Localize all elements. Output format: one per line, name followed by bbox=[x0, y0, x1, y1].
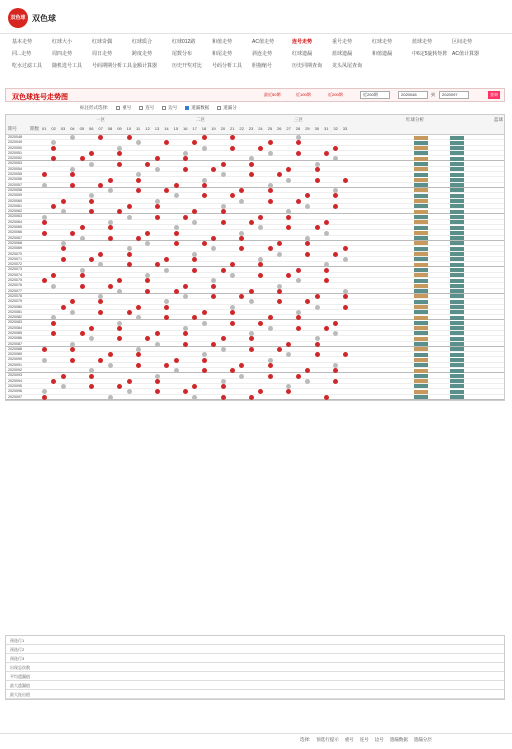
to-issue-input[interactable]: 2020097 bbox=[439, 91, 469, 99]
ratio-tag bbox=[414, 305, 428, 309]
ratio-tag bbox=[414, 347, 428, 351]
issue-number: 2020086 bbox=[8, 336, 22, 341]
ratio-tag bbox=[414, 337, 428, 341]
ratio-tag bbox=[414, 215, 428, 219]
ratio-tag bbox=[414, 395, 428, 399]
issue-number: 2020082 bbox=[8, 315, 22, 320]
issue-number: 2020060 bbox=[8, 198, 22, 203]
number-col-header: 25 bbox=[267, 126, 273, 131]
ratio-tag bbox=[414, 226, 428, 230]
number-col-header: 03 bbox=[60, 126, 66, 131]
ratio-tag bbox=[450, 331, 464, 335]
number-col-header: 28 bbox=[295, 126, 301, 131]
issue-number: 2020071 bbox=[8, 256, 22, 261]
footer-row-label: 预选行1 bbox=[10, 638, 25, 643]
issue-number: 2020075 bbox=[8, 278, 22, 283]
issue-number: 2020053 bbox=[8, 161, 22, 166]
ratio-tag bbox=[450, 226, 464, 230]
number-col-header: 17 bbox=[192, 126, 197, 131]
issue-number: 2020052 bbox=[8, 156, 22, 161]
issue-number: 2020063 bbox=[8, 214, 22, 219]
issue-number: 2020084 bbox=[8, 325, 22, 330]
number-col-header: 06 bbox=[89, 126, 94, 131]
ratio-tag bbox=[414, 284, 428, 288]
ratio-tag bbox=[414, 188, 428, 192]
recent-100-link[interactable]: 近100期 bbox=[296, 92, 311, 97]
number-col-header: 05 bbox=[79, 126, 85, 131]
nav-link[interactable]: 同...走势 bbox=[12, 51, 32, 57]
issue-number: 2020068 bbox=[8, 240, 22, 245]
ratio-tag bbox=[414, 146, 428, 150]
bottom-options bbox=[300, 737, 438, 743]
site-header bbox=[0, 0, 512, 34]
ratio-tag bbox=[450, 316, 464, 320]
issue-number: 2020077 bbox=[8, 288, 22, 293]
ratio-tag bbox=[450, 188, 464, 192]
bottom-option[interactable]: 连号 bbox=[359, 737, 369, 742]
footer-row bbox=[6, 654, 504, 663]
number-col-header: 26 bbox=[277, 126, 282, 131]
footer-row bbox=[6, 690, 504, 699]
issue-number: 2020087 bbox=[8, 341, 22, 346]
nav-link[interactable]: 连号走势 bbox=[292, 39, 313, 45]
filter-label: 标注形式选择: bbox=[80, 105, 109, 110]
ratio-tag bbox=[450, 279, 464, 283]
ratio-tag bbox=[450, 157, 464, 161]
ratio-tag bbox=[414, 316, 428, 320]
ratio-tag bbox=[414, 183, 428, 187]
nav-link[interactable]: 区间走势 bbox=[452, 39, 473, 45]
ratio-tag bbox=[450, 374, 464, 378]
filter-option[interactable] bbox=[139, 105, 154, 110]
filter-option[interactable] bbox=[185, 105, 209, 110]
number-col-header: 30 bbox=[314, 126, 320, 131]
filter-option[interactable] bbox=[217, 105, 237, 110]
issue-number: 2020057 bbox=[8, 182, 22, 187]
bottom-option[interactable]: 边号 bbox=[374, 737, 384, 742]
issue-number: 2020095 bbox=[8, 383, 22, 388]
issue-number: 2020088 bbox=[8, 346, 22, 351]
zone-1-header: 一区 bbox=[96, 117, 105, 122]
filter-option-label: 遗漏分 bbox=[223, 105, 237, 110]
ratio-tag bbox=[450, 363, 464, 367]
number-col-header: 24 bbox=[258, 126, 263, 131]
nav-link[interactable]: 跨度走势 bbox=[132, 51, 153, 57]
issue-col-header: 期号 bbox=[8, 126, 17, 131]
annotation-filter bbox=[80, 105, 245, 111]
checkbox-icon[interactable] bbox=[116, 106, 120, 110]
table-header bbox=[6, 115, 504, 135]
ratio-tag bbox=[414, 310, 428, 314]
ratio-tag bbox=[414, 369, 428, 373]
nav-link[interactable]: AC值走势 bbox=[252, 39, 274, 45]
number-col-header: 08 bbox=[107, 126, 113, 131]
ratio-tag bbox=[414, 236, 428, 240]
blue-col-header: 蓝球 bbox=[494, 117, 503, 122]
nav-link[interactable]: 胆拖缩号 bbox=[252, 63, 273, 69]
issue-number: 2020097 bbox=[8, 394, 22, 399]
ratio-tag bbox=[450, 337, 464, 341]
issue-number: 2020070 bbox=[8, 251, 22, 256]
footer-row bbox=[6, 645, 504, 654]
ratio-tag bbox=[450, 384, 464, 388]
bottom-options-bar bbox=[0, 733, 512, 745]
ratio-tag bbox=[450, 141, 464, 145]
issue-number: 2020094 bbox=[8, 378, 22, 383]
issue-number: 2020079 bbox=[8, 299, 22, 304]
ratio-tag bbox=[450, 310, 464, 314]
bottom-option[interactable]: 重号 bbox=[344, 737, 354, 742]
trend-table bbox=[5, 114, 505, 401]
footer-row-label: 平均遗漏值 bbox=[10, 674, 30, 679]
from-issue-input[interactable]: 2020048 bbox=[398, 91, 428, 99]
analysis-header: 红球分析 bbox=[406, 117, 424, 122]
ratio-tag bbox=[414, 151, 428, 155]
nav-link[interactable]: 历史开奖对比 bbox=[172, 63, 203, 69]
ratio-tag bbox=[450, 162, 464, 166]
filter-option-label: 边号 bbox=[168, 105, 178, 110]
ratio-tag bbox=[414, 157, 428, 161]
issue-number: 2020072 bbox=[8, 262, 22, 267]
ratio-tag bbox=[414, 353, 428, 357]
number-col-header: 20 bbox=[220, 126, 226, 131]
nav-link[interactable]: 红球走势 bbox=[372, 39, 393, 45]
number-col-header: 16 bbox=[183, 126, 188, 131]
number-col-header: 10 bbox=[126, 126, 132, 131]
nav-link[interactable]: 和尾走势 bbox=[212, 51, 233, 57]
number-col-header: 23 bbox=[248, 126, 254, 131]
ratio-tag bbox=[414, 231, 428, 235]
ratio-tag bbox=[450, 358, 464, 362]
nav-link[interactable]: 红球大小 bbox=[52, 39, 73, 45]
ratio-tag bbox=[414, 279, 428, 283]
issue-number: 2020080 bbox=[8, 304, 22, 309]
bottom-option[interactable]: 预选行提示 bbox=[316, 737, 339, 742]
filter-option[interactable] bbox=[116, 105, 131, 110]
ratio-tag bbox=[414, 268, 428, 272]
nav-link[interactable]: 和值走势 bbox=[212, 39, 233, 45]
ratio-tag bbox=[450, 210, 464, 214]
ratio-tag bbox=[414, 141, 428, 145]
site-logo[interactable]: 双色球 bbox=[8, 8, 28, 28]
zone-2-header: 二区 bbox=[196, 117, 205, 122]
issue-number: 2020049 bbox=[8, 140, 22, 145]
ratio-tag bbox=[450, 231, 464, 235]
ratio-tag bbox=[414, 167, 428, 171]
footer-row bbox=[6, 672, 504, 681]
ratio-tag bbox=[450, 294, 464, 298]
issue-number: 2020069 bbox=[8, 246, 22, 251]
issue-number: 2020048 bbox=[8, 135, 22, 139]
number-col-header: 27 bbox=[286, 126, 291, 131]
ratio-tag bbox=[450, 321, 464, 325]
issue-number: 2020054 bbox=[8, 166, 22, 171]
ratio-tag bbox=[450, 289, 464, 293]
ratio-tag bbox=[414, 247, 428, 251]
number-col-header: 21 bbox=[230, 126, 235, 131]
period-select[interactable]: 近200期 bbox=[360, 91, 390, 99]
ratio-tag bbox=[414, 257, 428, 261]
nav-link[interactable]: 历史同期查询 bbox=[292, 63, 323, 69]
ratio-tag bbox=[414, 204, 428, 208]
nav-link[interactable]: 尾数分布 bbox=[172, 51, 193, 57]
ratio-tag bbox=[414, 252, 428, 256]
ratio-tag bbox=[414, 263, 428, 267]
ratio-tag bbox=[414, 162, 428, 166]
issue-number: 2020078 bbox=[8, 293, 22, 298]
drawn-ball bbox=[221, 395, 226, 400]
nav-link[interactable]: 红球奇偶 bbox=[92, 39, 113, 45]
ratio-tag bbox=[450, 395, 464, 399]
nav-link[interactable]: 周日走势 bbox=[92, 51, 113, 57]
ratio-tag bbox=[414, 363, 428, 367]
ratio-tag bbox=[450, 241, 464, 245]
ratio-tag bbox=[450, 204, 464, 208]
main-nav bbox=[0, 36, 512, 76]
number-col-header: 13 bbox=[154, 126, 160, 131]
drawn-ball bbox=[324, 395, 329, 400]
nav-link[interactable]: 随机选号工具 bbox=[52, 63, 83, 69]
ratio-tag bbox=[450, 151, 464, 155]
issue-number: 2020062 bbox=[8, 209, 22, 214]
number-col-header: 19 bbox=[211, 126, 216, 131]
chart-panel-header bbox=[5, 88, 505, 102]
issue-number: 2020055 bbox=[8, 172, 22, 177]
footer-row bbox=[6, 663, 504, 672]
table-footer bbox=[5, 635, 505, 700]
footer-row-label: 最大遗漏值 bbox=[10, 683, 30, 688]
ratio-tag bbox=[414, 178, 428, 182]
issue-number: 2020089 bbox=[8, 352, 22, 357]
ratio-tag bbox=[414, 358, 428, 362]
ratio-tag bbox=[450, 369, 464, 373]
number-col-header: 04 bbox=[70, 126, 75, 131]
ratio-tag bbox=[450, 247, 464, 251]
drawn-ball bbox=[42, 395, 47, 400]
checkbox-icon[interactable] bbox=[185, 106, 189, 110]
number-col-header: 09 bbox=[117, 126, 122, 131]
number-col-header: 01 bbox=[42, 126, 47, 131]
issue-number: 2020091 bbox=[8, 362, 22, 367]
number-col-header: 11 bbox=[136, 126, 141, 131]
ratio-tag bbox=[414, 379, 428, 383]
ratio-tag bbox=[450, 167, 464, 171]
ratio-tag bbox=[450, 199, 464, 203]
ratio-tag bbox=[450, 326, 464, 330]
nav-link[interactable]: 红球012路 bbox=[172, 39, 196, 45]
ratio-tag bbox=[450, 183, 464, 187]
nav-link[interactable]: 基本走势 bbox=[12, 39, 33, 45]
filter-option[interactable] bbox=[162, 105, 177, 110]
number-col-header: 12 bbox=[145, 126, 150, 131]
number-col-header: 07 bbox=[98, 126, 103, 131]
ratio-tag bbox=[450, 353, 464, 357]
bottom-options-label: 选择: bbox=[300, 737, 311, 742]
ratio-tag bbox=[450, 379, 464, 383]
number-col-header: 32 bbox=[333, 126, 338, 131]
number-col-header: 15 bbox=[173, 126, 179, 131]
issue-number: 2020074 bbox=[8, 272, 22, 277]
number-col-header: 31 bbox=[324, 126, 329, 131]
filter-option-label: 遗漏数据 bbox=[191, 105, 210, 110]
issue-number: 2020073 bbox=[8, 267, 22, 272]
issue-number: 2020096 bbox=[8, 389, 22, 394]
recent-200-link[interactable]: 近200期 bbox=[328, 92, 343, 97]
ratio-tag bbox=[414, 273, 428, 277]
nav-link[interactable]: 金额计算器 bbox=[132, 63, 158, 69]
number-col-header: 33 bbox=[342, 126, 348, 131]
ratio-tag bbox=[450, 300, 464, 304]
ratio-tag bbox=[414, 173, 428, 177]
ratio-tag bbox=[414, 384, 428, 388]
nav-link[interactable]: 蓝球遗漏 bbox=[332, 51, 353, 57]
issue-number: 2020051 bbox=[8, 150, 22, 155]
issue-number: 2020092 bbox=[8, 368, 22, 373]
panel-title: 双色球连号走势图 bbox=[12, 94, 68, 101]
zone-3-header: 三区 bbox=[294, 117, 303, 122]
issue-number: 2020056 bbox=[8, 177, 22, 182]
ratio-tag bbox=[450, 194, 464, 198]
ratio-tag bbox=[450, 257, 464, 261]
query-button[interactable]: 查询 bbox=[490, 92, 498, 97]
issue-number: 2020059 bbox=[8, 193, 22, 198]
ratio-tag bbox=[414, 294, 428, 298]
issue-number: 2020061 bbox=[8, 203, 22, 208]
issue-number: 2020064 bbox=[8, 219, 22, 224]
footer-row bbox=[6, 681, 504, 690]
issue-number: 2020090 bbox=[8, 357, 22, 362]
ratio-tag bbox=[450, 273, 464, 277]
issue-number: 2020093 bbox=[8, 373, 22, 378]
bottom-option[interactable]: 遗漏分层 bbox=[413, 737, 432, 742]
issue-number: 2020083 bbox=[8, 320, 22, 325]
ratio-tag bbox=[450, 136, 464, 140]
ratio-tag bbox=[414, 220, 428, 224]
ratio-tag bbox=[414, 289, 428, 293]
nav-link[interactable]: 龙头凤尾查询 bbox=[332, 63, 363, 69]
repeat-col-header: 期数 bbox=[30, 126, 39, 131]
nav-link[interactable]: 号码分析工具 bbox=[212, 63, 243, 69]
drawn-ball bbox=[249, 395, 254, 400]
footer-row bbox=[6, 636, 504, 645]
ratio-tag bbox=[450, 390, 464, 394]
issue-number: 2020081 bbox=[8, 309, 22, 314]
ratio-tag bbox=[414, 136, 428, 140]
ratio-tag bbox=[450, 268, 464, 272]
ratio-tag bbox=[450, 305, 464, 309]
footer-row-label: 最大连出值 bbox=[10, 692, 30, 697]
nav-link[interactable]: AC值计算器 bbox=[452, 51, 479, 57]
nav-link[interactable]: 红球质合 bbox=[132, 39, 153, 45]
issue-number: 2020085 bbox=[8, 330, 22, 335]
drawn-ball bbox=[108, 395, 113, 400]
ratio-tag bbox=[450, 263, 464, 267]
ratio-tag bbox=[414, 331, 428, 335]
nav-link[interactable]: 中6定5旋转矩阵 bbox=[412, 51, 448, 57]
ratio-tag bbox=[450, 236, 464, 240]
table-row bbox=[6, 395, 504, 400]
checkbox-icon[interactable] bbox=[162, 106, 166, 110]
ratio-tag bbox=[414, 210, 428, 214]
filter-option-label: 连号 bbox=[145, 105, 155, 110]
ratio-tag bbox=[414, 300, 428, 304]
nav-link[interactable]: 和值遗漏 bbox=[372, 51, 393, 57]
ratio-tag bbox=[414, 321, 428, 325]
ratio-tag bbox=[450, 347, 464, 351]
ratio-tag bbox=[414, 241, 428, 245]
issue-number: 2020076 bbox=[8, 283, 22, 288]
ratio-tag bbox=[450, 146, 464, 150]
to-label: 到 bbox=[431, 92, 435, 97]
ratio-tag bbox=[414, 194, 428, 198]
nav-link[interactable]: 重号走势 bbox=[332, 39, 353, 45]
issue-number: 2020066 bbox=[8, 230, 22, 235]
ratio-tag bbox=[414, 199, 428, 203]
number-col-header: 14 bbox=[164, 126, 169, 131]
ratio-tag bbox=[450, 178, 464, 182]
nav-link[interactable]: 蓝球走势 bbox=[412, 39, 433, 45]
bottom-option[interactable]: 遗漏数据 bbox=[389, 737, 408, 742]
ratio-tag bbox=[450, 220, 464, 224]
footer-row-label: 出现总次数 bbox=[10, 665, 30, 670]
nav-link[interactable]: 红球遗漏 bbox=[292, 51, 313, 57]
number-col-header: 29 bbox=[305, 126, 310, 131]
number-col-header: 18 bbox=[201, 126, 207, 131]
number-col-header: 22 bbox=[239, 126, 244, 131]
nav-link[interactable]: 号码期期分析工具 bbox=[92, 63, 133, 69]
ratio-tag bbox=[450, 342, 464, 346]
issue-number: 2020067 bbox=[8, 235, 22, 240]
ratio-tag bbox=[450, 173, 464, 177]
issue-number: 2020065 bbox=[8, 225, 22, 230]
table-body bbox=[6, 135, 504, 400]
ratio-tag bbox=[414, 374, 428, 378]
nav-link[interactable]: 斜连走势 bbox=[252, 51, 273, 57]
nav-link[interactable]: 周四走势 bbox=[52, 51, 73, 57]
ratio-tag bbox=[450, 284, 464, 288]
nav-link[interactable]: 吃水过滤工具 bbox=[12, 63, 43, 69]
ratio-tag bbox=[414, 342, 428, 346]
ratio-tag bbox=[414, 326, 428, 330]
filter-option-label: 重号 bbox=[122, 105, 132, 110]
issue-number: 2020058 bbox=[8, 187, 22, 192]
site-title: 双色球 bbox=[32, 14, 56, 23]
recent-50-link[interactable]: 最近50期 bbox=[264, 92, 281, 97]
footer-row-label: 预选行3 bbox=[10, 656, 25, 661]
issue-number: 2020050 bbox=[8, 145, 22, 150]
checkbox-icon[interactable] bbox=[139, 106, 143, 110]
ratio-tag bbox=[450, 252, 464, 256]
ratio-tag bbox=[414, 390, 428, 394]
number-col-header: 02 bbox=[51, 126, 56, 131]
ratio-tag bbox=[450, 215, 464, 219]
checkbox-icon[interactable] bbox=[217, 106, 221, 110]
footer-row-label: 预选行2 bbox=[10, 647, 25, 652]
drawn-ball bbox=[192, 395, 197, 400]
